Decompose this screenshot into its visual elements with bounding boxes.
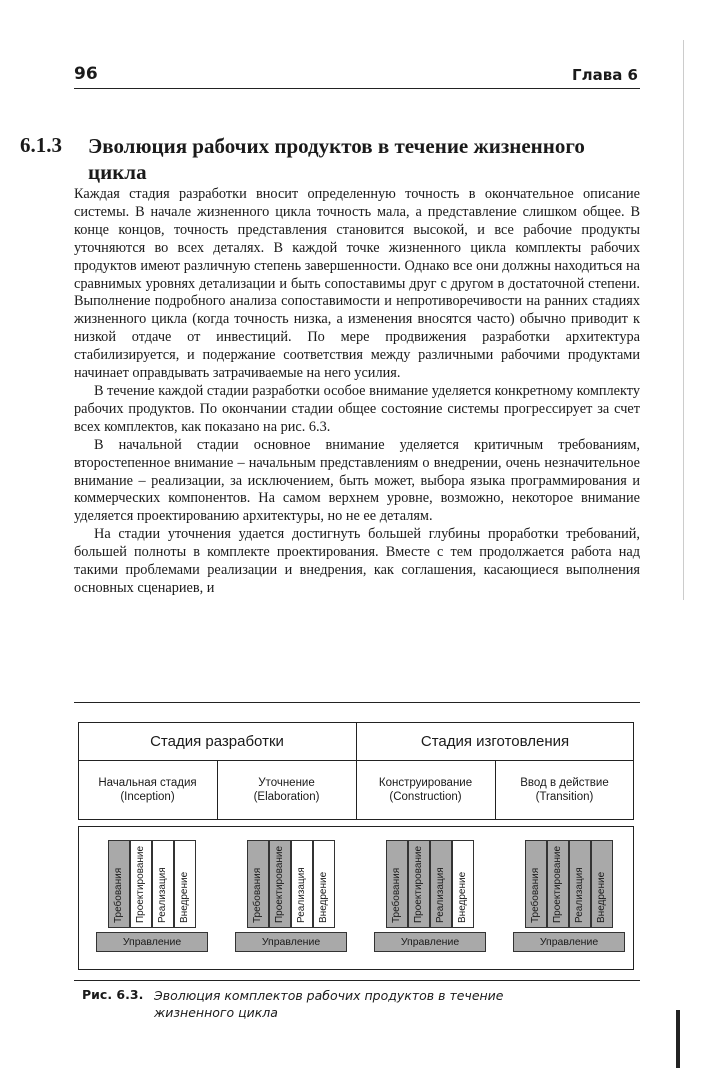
artifact-set-label: Реализация — [157, 867, 168, 923]
artifact-set-label: Проектирование — [135, 845, 146, 923]
phase-english-name: (Elaboration) — [253, 791, 320, 803]
artifact-set-bar — [174, 840, 196, 928]
artifact-set-label: Внедрение — [596, 871, 607, 923]
artifact-set-bar — [452, 840, 474, 928]
artifact-set-bar — [386, 840, 408, 928]
artifact-set-bar — [591, 840, 613, 928]
paragraph: Каждая стадия разработки вносит определенную точность в окончательное описание системы. В начале жизненного цикла точность мала, а представление слишком общее. В конце концов, точность представления становится высокой, и все рабочие продукты уточняются во всех деталях. В каждой точке жизненного цикла комплекты рабочих продуктов имеют различную степень завершенности. Однако все они должны находиться на сравнимых уровнях детализации и быть сопоставимы друг с другом в достаточной степени. Выполнение подробного анализа сопоставимости и непротиворечивости на ранних стадиях жизненного цикла (когда точность низка, а изменения вносятся часто) обычно приводит к низкой отдаче от инвестиций. По мере продвижения разработки архитектура стабилизируется, и подержание соответствия между различными рабочими продуктами начинает оправдывать затрачиваемые на него усилия. — [74, 186, 640, 382]
paragraph: В начальной стадии основное внимание уделяется критичным требованиям, второстепенное внимание – начальным представлениям о внедрении, очень незначительное внимание – реализации, за исключением, быть может, выбора языка программирования и коммерческих компонентов. На самом верхнем уровне, возможно, некоторое внимание уделяется проектированию архитектуры, но не ее деталям. — [74, 436, 640, 525]
management-bar: Управление — [374, 932, 486, 952]
artifact-set-label: Внедрение — [457, 871, 468, 923]
stage-production-label: Стадия изготовления — [420, 732, 570, 750]
artifact-set-bar — [408, 840, 430, 928]
phase-name: Начальная стадия — [98, 777, 197, 789]
artifact-set-bar — [430, 840, 452, 928]
artifact-set-label: Внедрение — [318, 871, 329, 923]
stage-development-label: Стадия разработки — [150, 732, 284, 750]
artifact-set-label: Реализация — [296, 867, 307, 923]
phase-english-name: (Inception) — [120, 791, 175, 803]
body-text — [74, 186, 640, 598]
artifact-set-bar — [152, 840, 174, 928]
page-number: 96 — [74, 64, 98, 84]
artifact-set-label: Требования — [530, 867, 541, 923]
phase-name: Уточнение — [258, 777, 315, 789]
artifact-set-label: Реализация — [574, 867, 585, 923]
artifact-set-label: Проектирование — [274, 845, 285, 923]
phase-name: Ввод в действие — [520, 777, 609, 789]
artifact-set-label: Требования — [252, 867, 263, 923]
artifact-set-bar — [108, 840, 130, 928]
phase-english-name: (Construction) — [389, 791, 462, 803]
phase-english-name: (Transition) — [535, 791, 594, 803]
artifact-set-bar — [247, 840, 269, 928]
artifact-set-label: Требования — [391, 867, 402, 923]
management-bar: Управление — [235, 932, 347, 952]
page-header — [74, 62, 640, 89]
artifact-set-label: Требования — [113, 867, 124, 923]
phase-elaboration — [217, 760, 356, 820]
artifact-set-label: Проектирование — [552, 845, 563, 923]
figure-bottom-rule — [74, 980, 640, 981]
artifact-set-bar — [269, 840, 291, 928]
section-number: 6.1.3 — [20, 133, 62, 157]
management-bar: Управление — [513, 932, 625, 952]
section-title: Эволюция рабочих продуктов в течение жизненного цикла — [88, 134, 585, 184]
figure-caption-label: Рис. 6.3. — [82, 987, 144, 1002]
artifact-set-bar — [569, 840, 591, 928]
margin-scan-mark — [683, 40, 684, 600]
artifact-set-bar — [547, 840, 569, 928]
phase-name: Конструирование — [378, 777, 473, 789]
lifecycle-figure — [78, 722, 634, 970]
artifact-set-bar — [525, 840, 547, 928]
chapter-title: Глава 6 — [572, 66, 638, 84]
artifact-set-bar — [291, 840, 313, 928]
artifact-set-label: Проектирование — [413, 845, 424, 923]
phase-inception — [78, 760, 217, 820]
paragraph: В течение каждой стадии разработки особое внимание уделяется конкретному комплекту рабочих продуктов. По окончании стадии общее состояние системы прогрессирует за счет всех комплектов, как показано на рис. 6.3. — [74, 382, 640, 435]
artifact-set-bar — [313, 840, 335, 928]
phase-construction — [356, 760, 495, 820]
margin-scan-mark — [676, 1010, 680, 1068]
phase-transition — [495, 760, 634, 820]
artifact-set-bar — [130, 840, 152, 928]
figure-top-rule — [74, 702, 640, 703]
artifact-set-label: Внедрение — [179, 871, 190, 923]
figure-caption-text: Эволюция комплектов рабочих продуктов в течение жизненного цикла — [154, 988, 504, 1020]
management-bar: Управление — [96, 932, 208, 952]
paragraph: На стадии уточнения удается достигнуть большей глубины проработки требований, большей полноты в комплекте проектирования. Вместе с тем продолжается работа над такими проблемами реализации и внедрения, как соглашения, касающиеся выполнения основных сценариев, и — [74, 526, 640, 596]
artifact-set-label: Реализация — [435, 867, 446, 923]
